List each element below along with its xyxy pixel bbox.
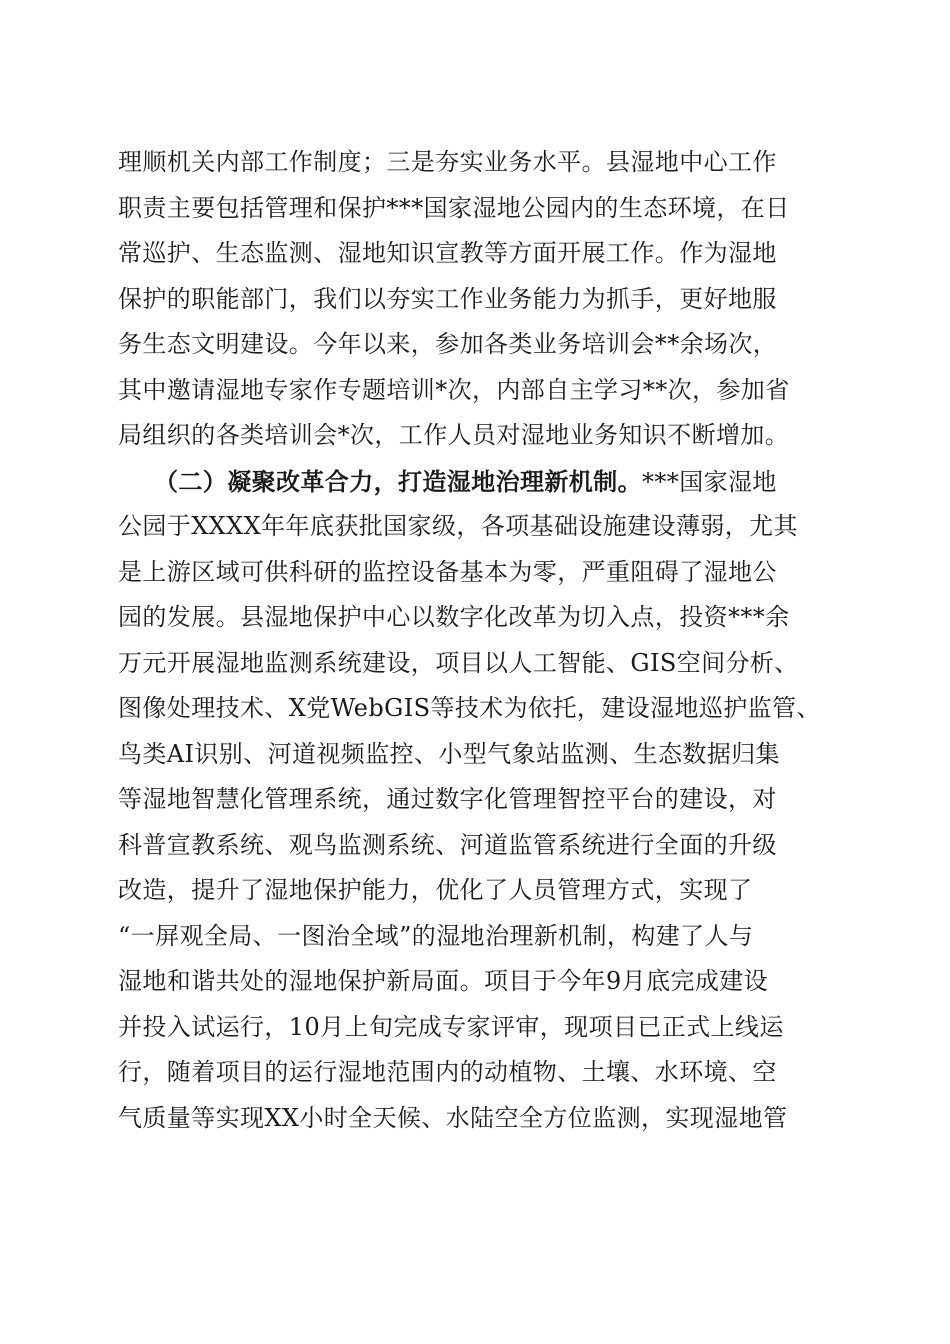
text-line: 科普宣教系统、观鸟监测系统、河道监管系统进行全面的升级 — [118, 830, 777, 859]
text-line: 园的发展。县湿地保护中心以数字化改革为切入点，投资***余 — [118, 603, 790, 631]
section-heading-line — [118, 459, 848, 505]
text-line: 职责主要包括管理和保护***国家湿地公园内的生态环境，在日 — [118, 193, 790, 222]
text-line: “一屏观全局、一图治全域”的湿地治理新机制，构建了人与 — [118, 921, 754, 950]
text-line: 并投入试运行，10月上旬完成专家评审，现项目已正式上线运 — [118, 1012, 784, 1041]
section-heading: （二）凝聚改革合力，打造湿地治理新机制。 — [154, 466, 642, 496]
text-line: 鸟类AI识别、河道视频监控、小型气象站监测、生态数据归集 — [118, 739, 781, 768]
text-line: 湿地和谐共处的湿地保护新局面。项目于今年9月底完成建设 — [118, 967, 769, 995]
text-line: 务生态文明建设。今年以来，参加各类业务培训会**余场次， — [118, 330, 778, 358]
text-line: 局组织的各类培训会*次，工作人员对湿地业务知识不断增加。 — [118, 421, 790, 449]
text-line: 公园于XXXX年年底获批国家级，各项基础设施建设薄弱，尤其 — [118, 512, 798, 540]
text-line: 常巡护、生态监测、湿地知识宣教等方面开展工作。作为湿地 — [118, 239, 777, 267]
text-line: 行，随着项目的运行湿地范围内的动植物、土壤、水环境、空 — [118, 1058, 777, 1086]
text-line: 气质量等实现XX小时全天候、水陆空全方位监测，实现湿地管 — [118, 1103, 788, 1132]
text-line: 改造，提升了湿地保护能力，优化了人员管理方式，实现了 — [118, 876, 753, 904]
text-line: 是上游区域可供科研的监控设备基本为零，严重阻碍了湿地公 — [118, 557, 777, 586]
text-line: 保护的职能部门，我们以夯实工作业务能力为抓手，更好地服 — [118, 284, 777, 313]
body-text — [118, 140, 848, 1141]
text-line: 其中邀请湿地专家作专题培训*次，内部自主学习**次，参加省 — [118, 375, 790, 404]
text-line: 理顺机关内部工作制度；三是夯实业务水平。县湿地中心工作 — [118, 148, 777, 176]
text-line: 万元开展湿地监测系统建设，项目以人工智能、GIS空间分析、 — [118, 648, 799, 677]
section-heading-tail: ***国家湿地 — [642, 467, 777, 496]
text-line: 等湿地智慧化管理系统，通过数字化管理智控平台的建设，对 — [118, 785, 777, 813]
text-line: 图像处理技术、X党WebGIS等技术为依托，建设湿地巡护监管、 — [118, 694, 821, 722]
